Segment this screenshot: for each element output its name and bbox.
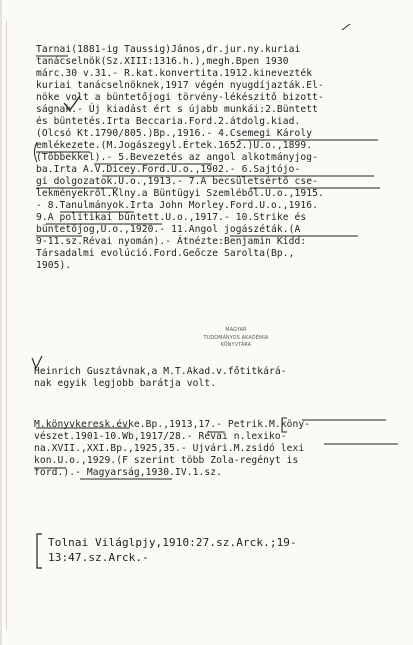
text-line: büntetőjog,U.o.,1920.- 11.Angol jogászéták.(A: [36, 224, 301, 235]
text-line: gi dolgozatok.U.o.,1913.- 7.A becsületsértő cse-: [36, 176, 319, 187]
tolnai-line: Tolnai Világlpjy,1910:27.sz.Arck.;19-: [48, 536, 297, 549]
text-line: Tarnai(1881-ig Taussig)János,dr.jur.ny.kuriai: [36, 44, 301, 55]
reference-line: M.könyvkeresk.évke.Bp.,1913,17.- Petrik.M.köny-: [34, 419, 311, 430]
text-line: kuriai tanácselnöknek,1917 végén nyugdíjazták.El-: [36, 80, 324, 91]
text-line: lekményekről.Klny.a Büntügyi Szemléből.U.o.,1915.: [36, 188, 324, 199]
note-line: Heinrich Gusztávnak,a M.T.Akad.v.főtitkárá-: [34, 366, 287, 377]
text-line: - 8.Tanulmányok.Irta John Morley.Ford.U.o.,1916.: [36, 200, 319, 211]
text-line: 9-11.sz.Révai nyomán).- Átnézte:Benjamin Kidd:: [36, 236, 307, 247]
reference-line: kon.U.o.,1929.(F szerint több Zola-regényt is: [34, 455, 299, 466]
text-line: 1905).: [36, 260, 72, 271]
tolnai-line: 13:47.sz.Arck.-: [48, 551, 149, 564]
bracket-mark: [37, 534, 42, 568]
reference-line: na.XVII.,XXI.Bp.,1925,35.- Ujvári.M.zsidó lexi: [34, 443, 305, 454]
text-line: 9.A politikai bűntett.U.o.,1917.- 10.Strike és: [36, 212, 307, 223]
text-line: emlékezete.(M.Jogászegyl.Értek.1652.)U.o.,1899.: [36, 140, 313, 151]
text-line: és büntetés.Irta Beccaria.Ford.2.átdolg.kiad.: [36, 116, 301, 127]
stamp-line: MAGYAR: [225, 328, 247, 333]
reference-line: ford.).- Magyarság,1930.IV.1.sz.: [34, 467, 223, 478]
tick-mark: [342, 24, 350, 30]
note-line: nak egyik legjobb barátja volt.: [34, 378, 217, 389]
text-line: ba.Irta A.V.Dicey.Ford.U.o.,1902.- 6.Sajtójo-: [36, 164, 301, 175]
text-line: (Többekkel).- 5.Bevezetés az angol alkotmányjog-: [36, 152, 319, 163]
text-line: tanácselnök(Sz.XIII:1316.h.),megh.Bpen 1930: [36, 56, 289, 67]
card-edge-line: [6, 20, 7, 630]
text-line: Társadalmi evolúció.Ford.Geőcze Sarolta(Bp.,: [36, 248, 295, 259]
text-line: nöke volt a büntetőjogi törvény-lékészitő bizott-: [36, 92, 324, 103]
text-line: márc.30 v.31.- R.kat.konvertita.1912.kinevezték: [36, 68, 313, 79]
stamp-line: KÖNYVTÁRA: [220, 343, 252, 348]
text-line: ságnak.- Új kiadást ért s újabb munkái:2.Büntett: [36, 104, 319, 115]
stamp-line: TUDOMÁNYOS AKADÉMIA: [203, 335, 269, 341]
reference-line: vészet.1901-10.Wb,1917/28.- Révai n.lexiko-: [34, 431, 287, 442]
library-stamp: [188, 327, 284, 350]
text-line: (Olcsó Kt.1790/805.)Bp.,1916.- 4.Csemegi Károly: [36, 128, 313, 139]
